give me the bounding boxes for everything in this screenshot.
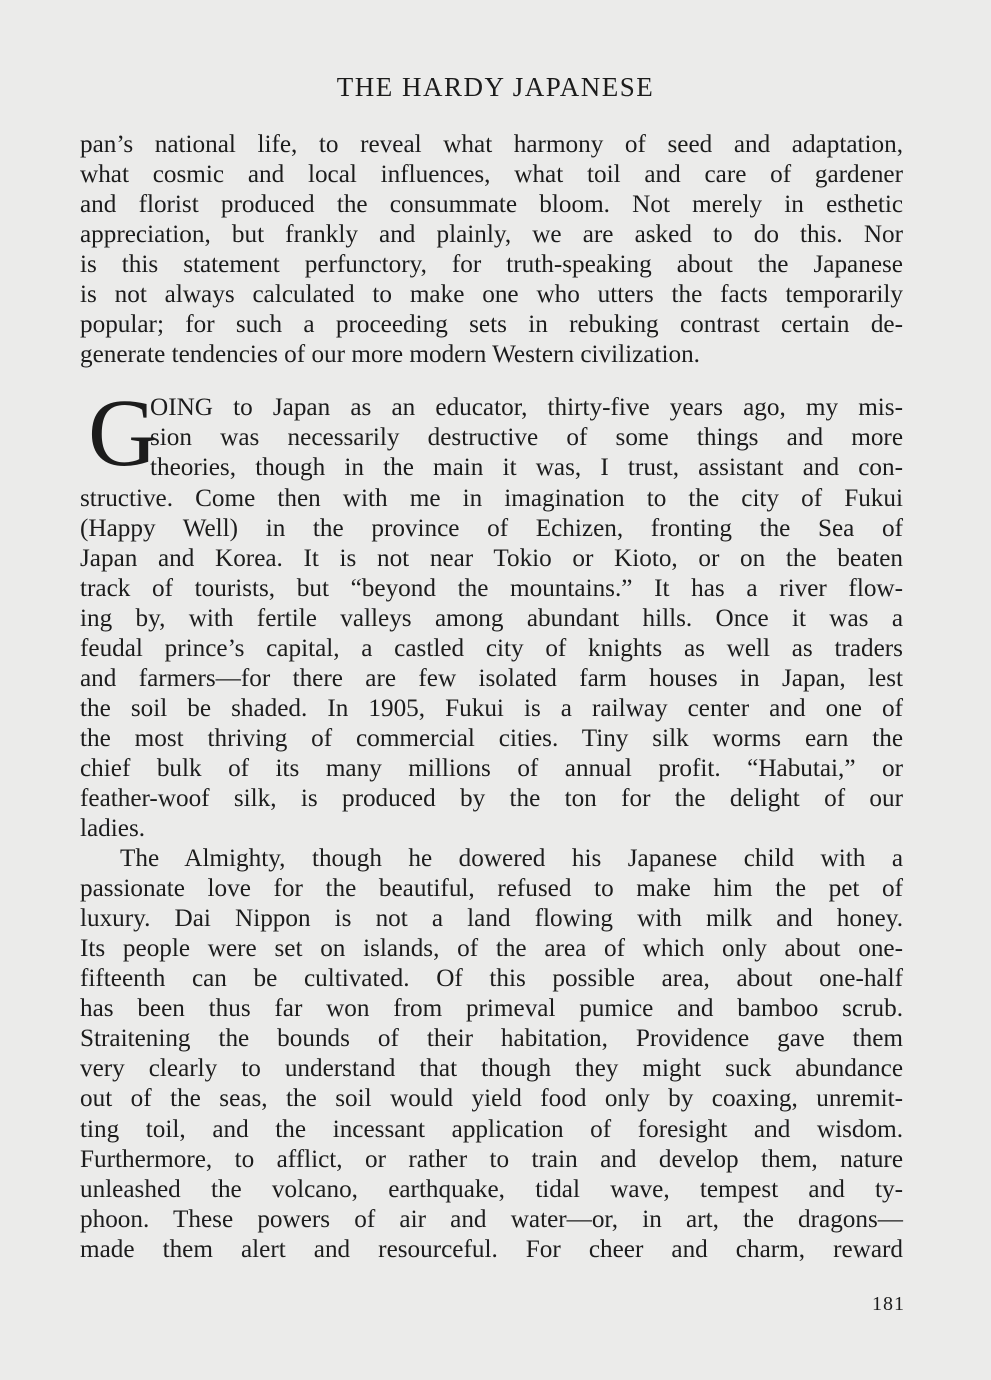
text-line: the most thriving of commercial cities. Tiny silk worms earn the bbox=[80, 724, 903, 752]
paragraph-gap bbox=[80, 370, 903, 393]
text-line: popular; for such a proceeding sets in rebuking contrast certain de- bbox=[80, 311, 903, 339]
text-line: Its people were set on islands, of the area of which only about one- bbox=[80, 935, 903, 963]
text-line: fifteenth can be cultivated. Of this possible area, about one-half bbox=[80, 965, 903, 993]
text-line: Furthermore, to afflict, or rather to train and develop them, nature bbox=[80, 1145, 903, 1173]
text-line: feather-woof silk, is produced by the ton for the delight of our bbox=[80, 784, 903, 812]
text-line: and florist produced the consummate bloom. Not merely in esthetic bbox=[80, 191, 903, 219]
text-line: ing by, with fertile valleys among abundant hills. Once it was a bbox=[80, 604, 903, 632]
text-line: is not always calculated to make one who utters the facts temporarily bbox=[80, 281, 903, 309]
text-line: appreciation, but frankly and plainly, we are asked to do this. Nor bbox=[80, 221, 903, 249]
text-line: track of tourists, but “beyond the mountains.” It has a river flow- bbox=[80, 574, 903, 602]
drop-cap: G bbox=[88, 379, 158, 487]
text-line: feudal prince’s capital, a castled city of knights as well as traders bbox=[80, 634, 903, 662]
text-line: luxury. Dai Nippon is not a land flowing with milk and honey. bbox=[80, 905, 903, 933]
running-head: THE HARDY JAPANESE bbox=[336, 72, 655, 102]
paragraph-1 bbox=[80, 130, 903, 370]
text-line: what cosmic and local influences, what toil and care of gardener bbox=[80, 161, 903, 189]
text-line: passionate love for the beautiful, refused to make him the pet of bbox=[80, 875, 903, 903]
text-line: Japan and Korea. It is not near Tokio or Kioto, or on the beaten bbox=[80, 544, 903, 572]
page-number: 181 bbox=[872, 1293, 905, 1315]
text-line: very clearly to understand that though they might suck abundance bbox=[80, 1055, 903, 1083]
body-text bbox=[80, 130, 903, 1265]
text-line: sion was necessarily destructive of some things and more bbox=[150, 424, 903, 452]
text-line: is this statement perfunctory, for truth-speaking about the Japanese bbox=[80, 251, 903, 279]
text-line: ting toil, and the incessant application of foresight and wisdom. bbox=[80, 1115, 903, 1143]
text-line: has been thus far won from primeval pumice and bamboo scrub. bbox=[80, 995, 903, 1023]
text-line: The Almighty, though he dowered his Japanese child with a bbox=[120, 845, 903, 873]
text-line: structive. Come then with me in imagination to the city of Fukui bbox=[80, 484, 903, 512]
text-line: made them alert and resourceful. For cheer and charm, reward bbox=[80, 1235, 903, 1263]
text-line: chief bulk of its many millions of annual profit. “Habutai,” or bbox=[80, 754, 903, 782]
text-line: (Happy Well) in the province of Echizen, fronting the Sea of bbox=[80, 514, 903, 542]
text-line: the soil be shaded. In 1905, Fukui is a railway center and one of bbox=[80, 694, 903, 722]
text-line: phoon. These powers of air and water—or, in art, the dragons— bbox=[80, 1205, 903, 1233]
text-line: generate tendencies of our more modern Western civilization. bbox=[80, 341, 700, 369]
text-line: ladies. bbox=[80, 815, 146, 843]
text-line: theories, though in the main it was, I trust, assistant and con- bbox=[150, 454, 903, 482]
text-line: pan’s national life, to reveal what harmony of seed and adaptation, bbox=[80, 131, 903, 158]
text-line: unleashed the volcano, earthquake, tidal wave, tempest and ty- bbox=[80, 1175, 903, 1203]
text-line: OING to Japan as an educator, thirty-five years ago, my mis- bbox=[150, 394, 903, 422]
text-line: and farmers—for there are few isolated farm houses in Japan, lest bbox=[80, 664, 903, 692]
text-line: out of the seas, the soil would yield food only by coaxing, unremit- bbox=[80, 1085, 903, 1113]
text-line: Straitening the bounds of their habitation, Providence gave them bbox=[80, 1025, 903, 1053]
paragraph-2 bbox=[80, 379, 903, 844]
paragraph-3 bbox=[80, 844, 903, 1265]
